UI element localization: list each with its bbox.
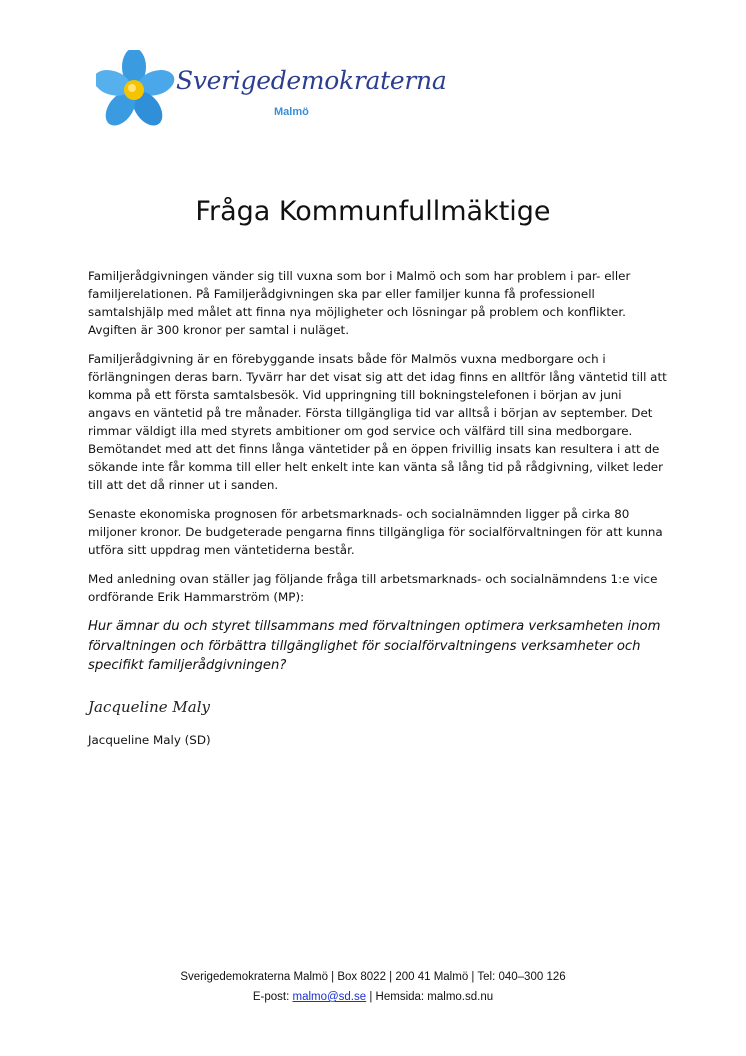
footer xyxy=(0,967,746,1007)
flower-icon xyxy=(96,50,178,130)
paragraph-1: Familjerådgivningen vänder sig till vuxna som bor i Malmö och som har problem i par- eller familjerelationen. På Familjerådgivningen ska par eller familjer kunna få professionell samtalshjälp med målet att finna nya möjligheter och lösningar på problem och konflikter. Avgiften är 300 kronor per samtal i nuläget. xyxy=(88,269,631,337)
party-logo xyxy=(96,50,447,130)
footer-contact xyxy=(0,987,746,1007)
footer-address: Sverigedemokraterna Malmö | Box 8022 | 200 41 Malmö | Tel: 040–300 126 xyxy=(180,971,566,983)
handwritten-signature: Jacqueline Maly xyxy=(88,698,210,716)
website-text: | Hemsida: malmo.sd.nu xyxy=(366,991,494,1003)
document-body xyxy=(88,267,668,687)
paragraph-4: Med anledning ovan ställer jag följande fråga till arbetsmarknads- och socialnämndens 1:e vice ordförande Erik Hammarström (MP): xyxy=(88,572,658,604)
question-text: Hur ämnar du och styret tillsammans med förvaltningen optimera verksamheten inom förvaltningen och förbättra tillgänglighet för socialförvaltningens verksamheter och specifikt familjerådgivningen? xyxy=(88,619,661,673)
logo-city: Malmö xyxy=(274,106,309,118)
paragraph-2: Familjerådgivning är en förebyggande insats både för Malmös vuxna medborgare och i förlängningen deras barn. Tyvärr har det visat sig att det idag finns en alltför lång väntetid till att komma på ett första samtalsbesök. Vid uppringning till bokningstelefonen i början av juni angavs en väntetid på tre månader. Första tillgängliga tid var alltså i början av september. Det rimmar väldigt illa med styrets ambitioner om god service och välfärd till sina medborgare. Bemötandet med att det finns långa väntetider på en öppen frivillig insats kan resultera i att de sökande inte får komma till eller helt enkelt inte kan vänta så lång tid på rådgivning, vilket leder till att det då rinner ut i sanden. xyxy=(88,352,667,492)
email-label: E-post: xyxy=(252,991,293,1003)
email-link[interactable]: malmo@sd.se xyxy=(292,991,367,1003)
signer-name: Jacqueline Maly (SD) xyxy=(88,733,211,747)
logo-wordmark: Sverigedemokraterna xyxy=(176,66,447,95)
paragraph-3: Senaste ekonomiska prognosen för arbetsmarknads- och socialnämnden ligger på cirka 80 miljoner kronor. De budgeterade pengarna finns tillgängliga för socialförvaltningen för att kunna utföra sitt uppdrag men väntetiderna består. xyxy=(88,507,663,557)
page-title: Fråga Kommunfullmäktige xyxy=(195,196,551,227)
